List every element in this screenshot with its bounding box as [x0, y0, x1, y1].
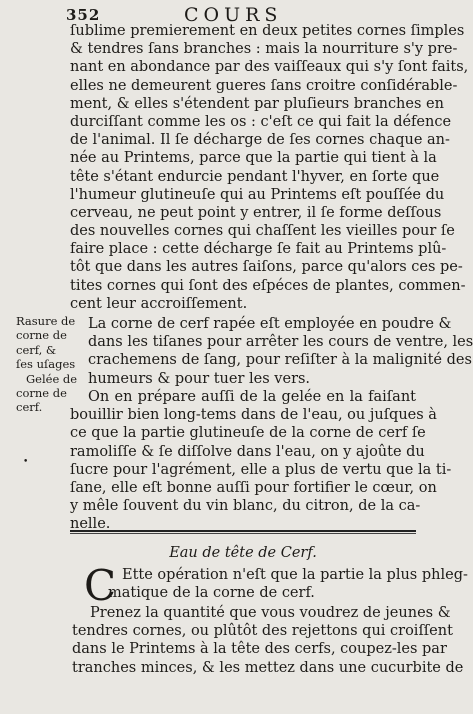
text-line: née au Printems, parce que la partie qui tient à la [70, 150, 437, 167]
text-line: tites cornes qui ſont des eſpéces de plantes, commen- [70, 277, 466, 294]
text-line: cerveau, ne peut point y entrer, il ſe forme deſſous [70, 204, 442, 221]
margin-note [16, 314, 76, 415]
margin-note-line: cerf. [16, 400, 43, 415]
section-divider [70, 530, 416, 532]
margin-note-line: Rasure de [16, 314, 76, 328]
margin-note-line: corne de [16, 328, 67, 343]
text-line: des nouvelles cornes qui chaſſent les vieilles pour ſe [70, 223, 455, 240]
text-line: Prenez la quantité que vous voudrez de jeunes & [90, 605, 451, 621]
text-line: elles ne demeurent gueres ſans croitre conſidérable- [70, 77, 458, 94]
paragraph-antler-growth [70, 22, 469, 313]
text-line: Ette opération n'eſt que la partie la plus phleg- [122, 567, 468, 583]
text-line: l'humeur glutineuſe qui au Printems eſt pouſſée du [70, 186, 445, 203]
text-line: ment, & elles s'étendent par pluſieurs branches en [70, 95, 444, 112]
text-line: tôt que dans les autres ſaiſons, parce qu'alors ces pe- [70, 259, 463, 276]
paragraph-operation [72, 566, 468, 602]
text-line: humeurs & pour tuer les vers. [88, 370, 311, 387]
text-line: ſucre pour l'agrément, elle a plus de vertu que la ti- [70, 461, 452, 478]
text-line: tendres cornes, ou plûtôt des rejettons qui croiſſent [72, 623, 453, 640]
margin-bullet: • [23, 457, 29, 467]
text-line: ramoliſſe & ſe diſſolve dans l'eau, on y ajoûte du [70, 443, 425, 460]
page-number: 352 [66, 6, 101, 24]
text-line: dans les tiſanes pour arrêter les cours de ventre, les [88, 334, 473, 351]
text-line: On en prépare auſſi de la gelée en la faiſant [88, 389, 416, 405]
text-line: crachemens de ſang, pour reſiſter à la malignité des [88, 352, 472, 369]
text-line: La corne de cerf rapée eſt employée en poudre & [88, 316, 452, 332]
margin-note-line: Gelée de [26, 371, 78, 386]
text-line: tête s'étant endurcie pendant l'hyver, en ſorte que [70, 168, 440, 185]
text-line: & tendres ſans branches : mais la nourriture s'y pre- [70, 41, 458, 58]
margin-note-line: cerf, & [16, 342, 57, 357]
text-line: tranches minces, & les mettez dans une cucurbite de [72, 659, 464, 676]
text-line: ſublime premierement en deux petites cornes ſimples [70, 23, 465, 39]
text-line: dans le Printems à la tête des cerfs, coupez-les par [72, 641, 447, 658]
text-line: durciſſant comme les os : c'eſt ce qui fait la défence [70, 113, 452, 130]
text-line: de l'animal. Il ſe décharge de ſes cornes chaque an- [70, 132, 450, 149]
paragraph-jelly [70, 388, 452, 534]
paragraph-grated-antler [88, 315, 473, 388]
section-title: Eau de tête de Cerf. [169, 545, 317, 561]
text-line: nelle. [70, 516, 111, 533]
text-line: faire place : cette décharge ſe fait au Printems plû- [70, 241, 447, 258]
text-line: ſane, elle eſt bonne auſſi pour fortifier le cœur, on [70, 479, 437, 496]
text-line: bouillir bien long-tems dans de l'eau, ou juſques à [70, 407, 437, 424]
section-divider-thin [70, 533, 416, 534]
text-line: matique de la corne de cerf. [108, 585, 315, 602]
text-line: cent leur accroiſſement. [70, 295, 248, 312]
margin-note-line: corne de [16, 386, 67, 401]
text-line: nant en abondance par des vaiſſeaux qui s'y ſont faits, [70, 59, 469, 76]
paragraph-recipe [72, 604, 464, 677]
text-line: ce que la partie glutineuſe de la corne de cerf ſe [70, 425, 426, 442]
drop-cap: C [84, 561, 117, 610]
text-line: y mêle ſouvent du vin blanc, du citron, de la ca- [70, 498, 421, 515]
margin-note-line: ſes uſages [16, 357, 76, 372]
running-title: COURS [184, 4, 283, 26]
